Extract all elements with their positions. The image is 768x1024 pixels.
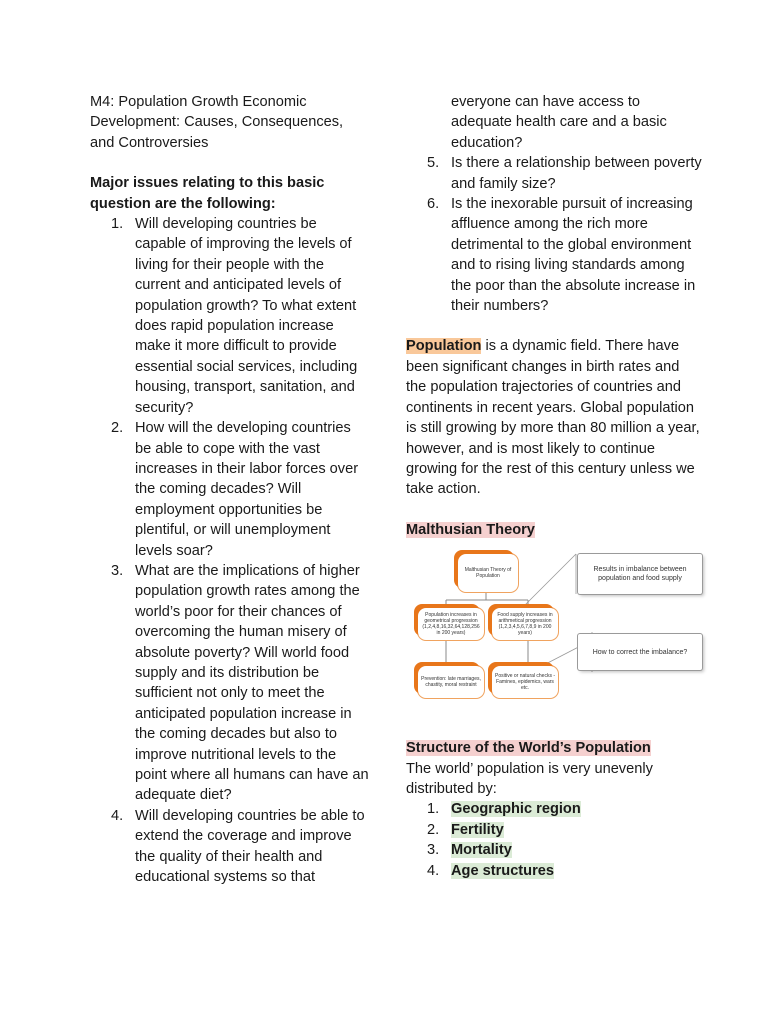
- issues-list: [90, 214, 370, 887]
- correction-callout: How to correct the imbalance?: [578, 634, 702, 670]
- issues-heading: Major issues relating to this basic question are the following:: [90, 175, 325, 212]
- structure-list: [406, 799, 702, 881]
- list-item: [90, 214, 370, 418]
- list-item: [406, 861, 702, 881]
- positive-checks-node: Positive or natural checks - Famines, epidemics, wars etc.: [492, 666, 558, 698]
- malthus-heading-line: [406, 520, 702, 540]
- list-text: Will developing countries be capable of improving the levels of living for their people with the current and anticipated levels of population growth? To what extent does rapid population increase make it more difficult to provide essential social services, including housing, transport, sanitation, and security?: [135, 216, 358, 416]
- list-text: everyone can have access to adequate health care and a basic education?: [451, 94, 667, 151]
- prevention-node: Prevention: late marriages, chastity, moral restraint: [418, 666, 484, 698]
- list-number: 3.: [427, 842, 440, 859]
- structure-heading-line: [406, 738, 702, 758]
- list-text: Will developing countries be able to extend the coverage and improve the quality of their health and educational systems so that: [135, 807, 365, 886]
- list-number: 1.: [111, 216, 124, 233]
- right-column: [406, 92, 702, 881]
- list-item: [406, 799, 702, 819]
- left-column: [90, 92, 370, 887]
- list-text: Age structures: [451, 862, 554, 879]
- list-text: Fertility: [451, 821, 504, 838]
- list-number: 4.: [427, 862, 440, 879]
- list-text: What are the implications of higher population growth rates among the world’s poor for their chances of overcoming the human misery of absolute poverty? Will world food supply and its distribution be sufficient not only to meet the anticipated population increase in the coming decades but also to improve nutritional levels to the point where all humans can have an adequate diet?: [135, 562, 369, 804]
- list-item: [406, 820, 702, 840]
- population-term: Population: [406, 338, 482, 355]
- list-number: 6.: [427, 196, 440, 213]
- list-number: 5.: [427, 155, 440, 172]
- malthus-heading: Malthusian Theory: [406, 521, 535, 538]
- list-number: 2.: [111, 420, 124, 437]
- population-text: is a dynamic field. There have been significant changes in birth rates and the population trajectories of countries and continents in recent years. Global population is still growing by more than 80 million a year, however, and is most likely to continue growing for the rest of this century unless we take action.: [406, 338, 700, 498]
- structure-heading: Structure of the World’s Population: [406, 740, 651, 757]
- imbalance-callout: Results in imbalance between population and food supply: [578, 554, 702, 594]
- list-item-continuation: [406, 92, 702, 153]
- list-number: 3.: [111, 562, 124, 579]
- list-item: [406, 194, 702, 316]
- list-text: Geographic region: [451, 801, 581, 818]
- title-line: Development: Causes, Consequences,: [90, 114, 344, 131]
- list-number: 4.: [111, 807, 124, 824]
- list-text: Is there a relationship between poverty and family size?: [451, 155, 702, 192]
- issues-list-continued: [406, 92, 702, 316]
- callout-line: [520, 554, 576, 610]
- arithmetic-node: Food supply increases in arithmetical progression (1,2,3,4,5,6,7,8,9 in 200 years): [492, 608, 558, 640]
- list-item: [90, 561, 370, 806]
- geometric-node: Population increases in geometrical progression (1,2,4,8,16,32,64,128,256 in 200 years): [418, 608, 484, 640]
- document-title: [90, 92, 370, 153]
- root-node: Malthusian Theory of Population: [458, 554, 518, 592]
- list-item: [90, 418, 370, 561]
- list-number: 1.: [427, 801, 440, 818]
- title-line: and Controversies: [90, 134, 209, 151]
- list-text: Mortality: [451, 842, 512, 859]
- list-text: Is the inexorable pursuit of increasing affluence among the rich more detrimental to the global environment and to rising living standards among the poor than the absolute increase in their numbers?: [451, 196, 696, 315]
- population-paragraph: [406, 336, 702, 499]
- list-item: [406, 840, 702, 860]
- list-item: [406, 153, 702, 194]
- structure-intro: The world’ population is very unevenly distributed by:: [406, 760, 653, 797]
- list-number: 2.: [427, 821, 440, 838]
- malthus-diagram: [406, 548, 706, 712]
- list-text: How will the developing countries be able to cope with the vast increases in their labor forces over the coming decades? Will employment opportunities be plentiful, or will unemployment levels soar?: [135, 420, 359, 559]
- title-line: M4: Population Growth Economic: [90, 94, 307, 110]
- list-item: [90, 806, 370, 888]
